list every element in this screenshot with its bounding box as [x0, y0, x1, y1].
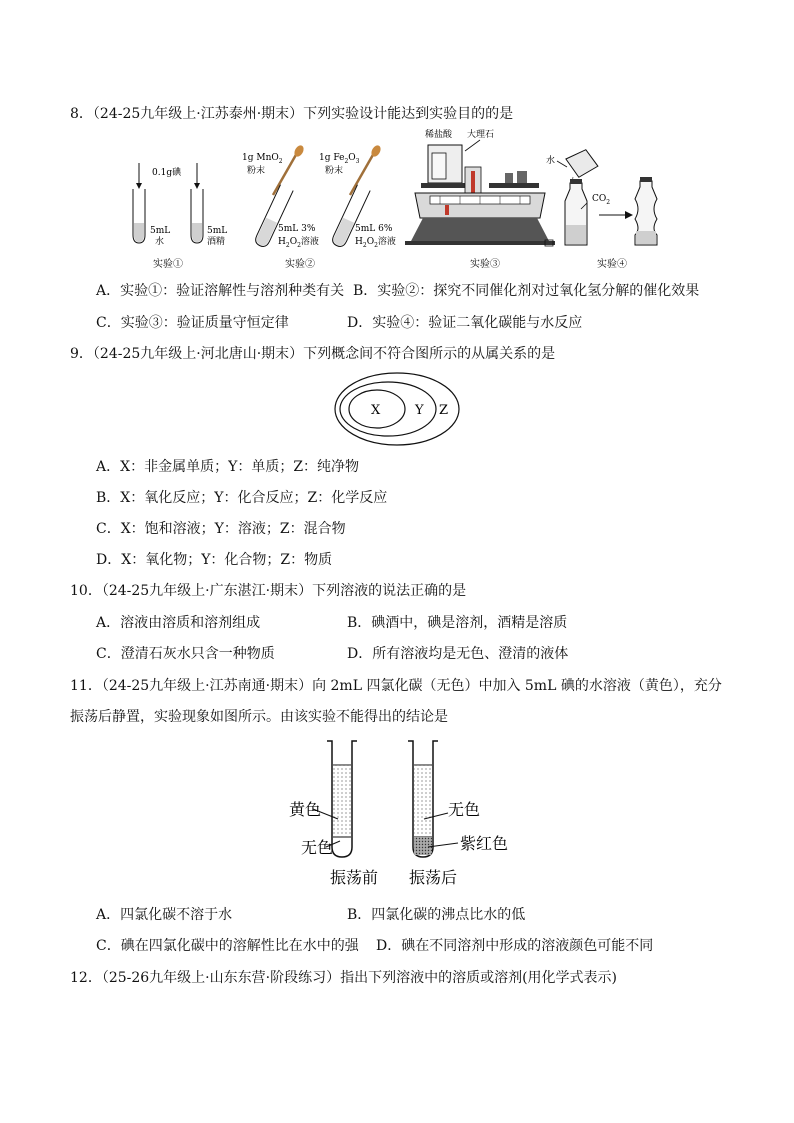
- q9-option-d[interactable]: D．X：氧化物；Y：化合物；Z：物质: [96, 552, 333, 568]
- q10-option-c[interactable]: C．澄清石灰水只含一种物质: [96, 646, 275, 662]
- venn-z-label: Z: [439, 403, 449, 418]
- svg-text:5mL 6%: 5mL 6%: [355, 224, 393, 234]
- test-tube-after: [408, 741, 438, 857]
- label-purple-red: 紫红色: [460, 834, 509, 853]
- q12-stem: 12．（25-26九年级上·山东东营·阶段练习）指出下列溶液中的溶质或溶剂(用化学式表示): [70, 970, 617, 986]
- q11-option-a[interactable]: A．四氯化碳不溶于水: [96, 907, 233, 923]
- q8-option-c[interactable]: C．实验③：验证质量守恒定律: [96, 315, 289, 331]
- svg-text:粉末: 粉末: [247, 166, 266, 176]
- exp1-top-label: 0.1g碘: [152, 168, 182, 178]
- svg-text:H2O2溶液: $H_2O_2$溶液: [278, 237, 319, 249]
- q11-option-d[interactable]: D．碘在不同溶剂中形成的溶液颜色可能不同: [376, 938, 654, 954]
- svg-text:水: 水: [155, 237, 165, 247]
- caption-after: 振荡后: [409, 868, 458, 887]
- exp4-caption: 实验④: [597, 259, 627, 270]
- svg-text:5mL: 5mL: [207, 226, 228, 236]
- svg-text:粉末: 粉末: [325, 166, 344, 176]
- svg-text:酒精: 酒精: [207, 237, 226, 247]
- q9-option-b[interactable]: B．X：氧化反应；Y：化合反应；Z：化学反应: [96, 490, 388, 506]
- q10-option-d[interactable]: D．所有溶液均是无色、澄清的液体: [347, 646, 569, 662]
- q8-option-b[interactable]: B．实验②：探究不同催化剂对过氧化氢分解的催化效果: [353, 283, 700, 299]
- q11-option-c[interactable]: C．碘在四氯化碳中的溶解性比在水中的强: [96, 938, 359, 954]
- svg-text:1g Fe2O3: 1g $Fe_2O_3$: [319, 153, 360, 165]
- svg-text:1g MnO2: 1g MnO$_2$: [242, 153, 283, 165]
- label-yellow: 黄色: [289, 800, 322, 819]
- q8-stem: 8．（24-25九年级上·江苏泰州·期末）下列实验设计能达到实验目的的是: [70, 106, 514, 122]
- q10-option-a[interactable]: A．溶液由溶质和溶剂组成: [96, 615, 261, 631]
- label-colorless-left: 无色: [301, 838, 334, 857]
- exp2-caption: 实验②: [285, 259, 315, 270]
- svg-text:大理石: 大理石: [467, 130, 495, 140]
- svg-text:5mL 3%: 5mL 3%: [278, 224, 316, 234]
- exp1-caption: 实验①: [153, 259, 183, 270]
- exp4-figure: [545, 148, 657, 270]
- q9-option-c[interactable]: C．X：饱和溶液；Y：溶液；Z：混合物: [96, 521, 346, 537]
- venn-x-label: X: [371, 403, 381, 418]
- q9-stem: 9．（24-25九年级上·河北唐山·期末）下列概念间不符合图所示的从属关系的是: [70, 346, 556, 362]
- q11-option-b[interactable]: B．四氯化碳的沸点比水的低: [347, 907, 526, 923]
- q8-option-a[interactable]: A．实验①：验证溶解性与溶剂种类有关: [96, 283, 345, 299]
- q9-option-a[interactable]: A．X：非金属单质；Y：单质；Z：纯净物: [96, 459, 360, 475]
- svg-text:稀盐酸: 稀盐酸: [425, 130, 453, 140]
- exp2-figure: [242, 144, 396, 270]
- q11-figure: [280, 735, 520, 893]
- venn-y-label: Y: [415, 403, 424, 418]
- q10-option-b[interactable]: B．碘酒中，碘是溶剂，酒精是溶质: [347, 615, 568, 631]
- q11-stem-line1: 11．（24-25九年级上·江苏南通·期末）向 2mL 四氯化碳（无色）中加入 5mL 碘的水溶液（黄色），充分: [70, 678, 722, 694]
- label-colorless-right: 无色: [448, 800, 481, 819]
- q11-stem-line2: 振荡后静置，实验现象如图所示。由该实验不能得出的结论是: [70, 709, 448, 725]
- exp3-caption: 实验③: [470, 259, 500, 270]
- q8-option-d[interactable]: D．实验④：验证二氧化碳能与水反应: [347, 315, 583, 331]
- svg-text:CO2: $CO_2$: [592, 194, 611, 206]
- q9-venn-diagram: [333, 370, 463, 448]
- q8-figure: [125, 123, 705, 273]
- caption-before: 振荡前: [330, 868, 379, 887]
- svg-text:水: 水: [546, 156, 556, 166]
- svg-text:5mL: 5mL: [150, 226, 171, 236]
- q10-stem: 10．（24-25九年级上·广东湛江·期末）下列溶液的说法正确的是: [70, 583, 467, 599]
- svg-text:H2O2溶液: $H_2O_2$溶液: [355, 237, 396, 249]
- exp3-figure: [405, 128, 555, 270]
- exp1-figure: [133, 163, 227, 270]
